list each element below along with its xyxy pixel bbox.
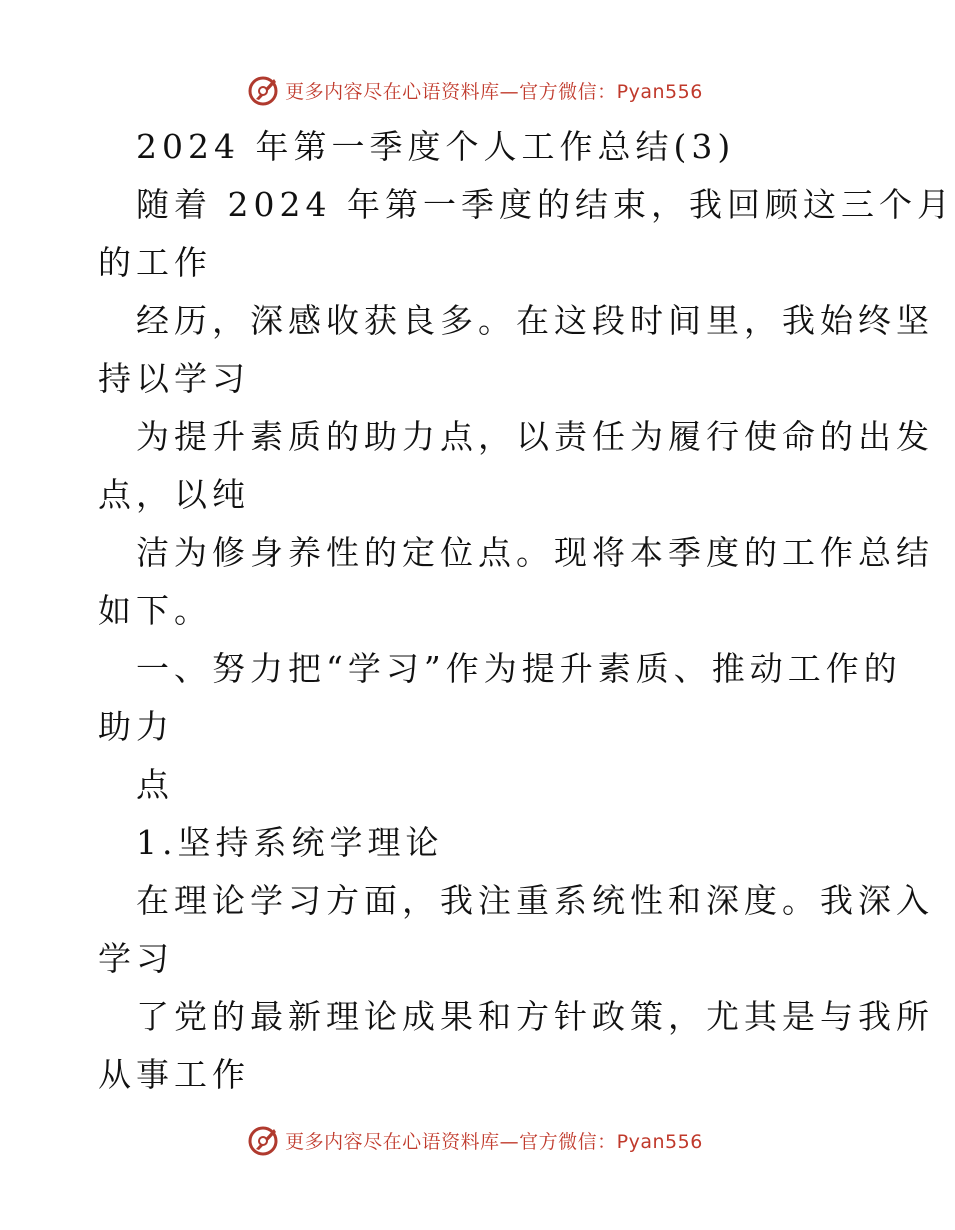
text-line: 如下。: [98, 591, 212, 630]
text-line: 随着 2024 年第一季度的结束，我回顾这三个月: [136, 185, 955, 224]
text-line: 学习: [98, 939, 174, 978]
text-line: 了党的最新理论成果和方针政策，尤其是与我所: [136, 997, 934, 1036]
text-line: 一、努力把“学习”作为提升素质、推动工作的: [136, 649, 902, 688]
quill-logo-icon: [247, 1123, 281, 1157]
text-line: 1.坚持系统学理论: [136, 823, 444, 862]
text-line: 的工作: [98, 243, 212, 282]
banner-wechat: 官方微信：Pyan556: [519, 80, 703, 103]
text-line: 经历，深感收获良多。在这段时间里，我始终坚: [136, 301, 934, 340]
header-watermark: [0, 70, 950, 110]
footer-watermark: [0, 1120, 950, 1160]
text-line: 在理论学习方面，我注重系统性和深度。我深入: [136, 881, 934, 920]
text-line: 为提升素质的助力点，以责任为履行使命的出发: [136, 417, 934, 456]
banner-wechat: 官方微信：Pyan556: [519, 1130, 703, 1153]
document-body: [98, 118, 955, 1104]
text-line: 从事工作: [98, 1055, 250, 1094]
text-line: 2024 年第一季度个人工作总结(3): [136, 127, 736, 166]
text-line: 助力: [98, 707, 174, 746]
quill-logo-icon: [247, 73, 281, 107]
banner-text: 更多内容尽在心语资料库—: [285, 1130, 520, 1153]
text-line: 持以学习: [98, 359, 250, 398]
text-line: 点: [136, 765, 174, 804]
text-line: 洁为修身养性的定位点。现将本季度的工作总结: [136, 533, 934, 572]
banner-text: 更多内容尽在心语资料库—: [285, 80, 520, 103]
text-line: 点，以纯: [98, 475, 250, 514]
